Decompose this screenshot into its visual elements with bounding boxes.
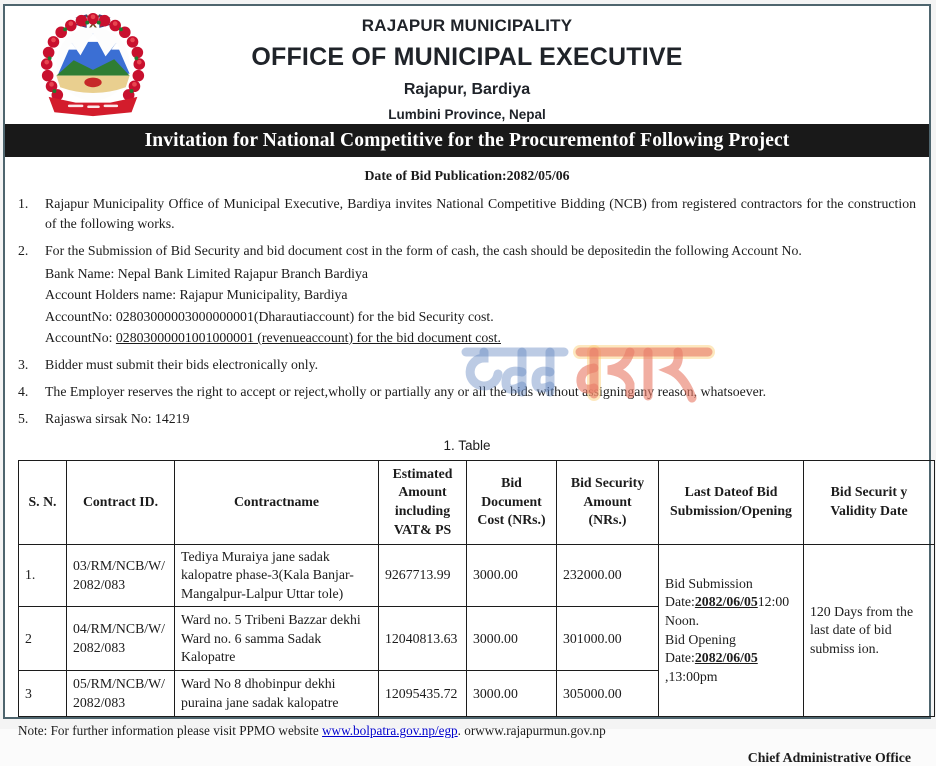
cell-contract-id: 03/RM/NCB/W/ 2082/083 xyxy=(67,544,175,607)
cell-bid-doc-cost: 3000.00 xyxy=(467,607,557,671)
list-item-1 xyxy=(18,194,916,235)
list-text: For the Submission of Bid Security and bid document cost in the form of cash, the cash should be depositedin the following Account No. xyxy=(45,243,802,259)
municipality-name: RAJAPUR MUNICIPALITY xyxy=(361,16,573,35)
date-label: Date: xyxy=(665,594,695,610)
col-header-last-date: Last Dateof Bid Submission/Opening xyxy=(659,460,804,544)
ppmo-website-link[interactable]: www.bolpatra.gov.np/egp xyxy=(322,723,458,739)
col-header-sn: S. N. xyxy=(19,460,67,544)
document-frame xyxy=(3,4,931,766)
list-item-2 xyxy=(18,241,916,262)
list-number: 5. xyxy=(18,410,29,426)
submission-date: 2082/06/05 xyxy=(694,594,758,610)
cell-contract-name: Tediya Muraiya jane sadak kalopatre phase-3(Kala Banjar-Mangalpur-Lalpur Uttar tole) xyxy=(175,544,379,607)
list-text: Rajapur Municipality Office of Municipal Executive, Bardiya invites National Competitive Bidding (NCB) from registered contractors for the construction of the following works. xyxy=(45,195,916,232)
cell-bid-security: 305000.00 xyxy=(557,671,659,717)
account-number-2-line xyxy=(45,327,916,348)
list-text: The Employer reserves the right to accept or reject,wholly or partially any or all the bids without assigningany reason, whatsoever. xyxy=(45,383,767,399)
submission-time: 12:00 xyxy=(757,594,790,610)
account-underlined: 02803000001001000001 (revenueaccount) for the bid document cost. xyxy=(115,329,501,345)
cell-contract-name: Ward No 8 dhobinpur dekhi puraina jane sadak kalopatre xyxy=(175,671,379,717)
cell-estimated-amount: 12040813.63 xyxy=(379,607,467,671)
col-header-bid-doc-cost: Bid Document Cost (NRs.) xyxy=(467,460,557,544)
invitation-banner xyxy=(5,124,929,157)
cell-estimated-amount: 9267713.99 xyxy=(379,544,467,607)
account-prefix: AccountNo: xyxy=(45,329,116,345)
account-holder-line: Account Holders name: Rajapur Municipality, Bardiya xyxy=(45,287,348,303)
bank-name-line: Bank Name: Nepal Bank Limited Rajapur Branch Bardiya xyxy=(45,265,368,281)
cell-contract-name: Ward no. 5 Tribeni Bazzar dekhi Ward no. 6 samma Sadak Kalopatre xyxy=(175,607,379,671)
cell-bid-security: 232000.00 xyxy=(557,544,659,607)
cell-contract-id: 04/RM/NCB/W/ 2082/083 xyxy=(67,607,175,671)
account-number-1-line: AccountNo: 02803000003000000001(Dharautiaccount) for the bid Security cost. xyxy=(45,308,494,324)
list-item-4 xyxy=(18,382,916,403)
cell-sn: 2 xyxy=(19,607,67,671)
note-prefix: Note: For further information please visit PPMO website xyxy=(18,723,323,739)
col-header-bid-security: Bid Security Amount (NRs.) xyxy=(557,460,659,544)
letterhead xyxy=(5,6,929,124)
list-number: 2. xyxy=(18,243,29,259)
col-header-estimated-amount: Estimated Amount including VAT& PS xyxy=(379,460,467,544)
date-label: Date: xyxy=(665,650,695,666)
list-text: Rajaswa sirsak No: 14219 xyxy=(45,410,190,426)
list-item-3 xyxy=(18,355,916,376)
table-caption: 1. Table xyxy=(443,438,491,454)
notice-body xyxy=(5,157,929,717)
office-name: OFFICE OF MUNICIPAL EXECUTIVE xyxy=(251,43,683,71)
col-header-validity: Bid Securit y Validity Date xyxy=(804,460,935,544)
list-text: Bidder must submit their bids electronically only. xyxy=(45,357,319,373)
submission-line xyxy=(665,649,797,668)
cell-submission-opening xyxy=(659,544,804,717)
submission-line: Bid Opening xyxy=(665,631,736,647)
cell-bid-doc-cost: 3000.00 xyxy=(467,671,557,717)
cell-bid-doc-cost: 3000.00 xyxy=(467,544,557,607)
nepal-government-emblem-icon xyxy=(35,12,151,120)
signature-line: Chief Administrative Office xyxy=(747,750,911,766)
cell-sn: 3 xyxy=(19,671,67,717)
invitation-banner-text: Invitation for National Competitive for the Procurementof Following Project xyxy=(144,129,790,151)
col-header-contract-name: Contractname xyxy=(175,460,379,544)
table-row xyxy=(19,544,935,607)
cell-contract-id: 05/RM/NCB/W/ 2082/083 xyxy=(67,671,175,717)
cell-sn: 1. xyxy=(19,544,67,607)
col-header-contract-id: Contract ID. xyxy=(67,460,175,544)
table-header-row xyxy=(19,460,935,544)
note-suffix: . orwww.rajapurmun.gov.np xyxy=(457,723,606,739)
list-number: 1. xyxy=(18,195,29,211)
province-line: Lumbini Province, Nepal xyxy=(388,107,546,122)
publication-date: Date of Bid Publication:2082/05/06 xyxy=(364,168,570,183)
footer-note xyxy=(18,723,929,739)
submission-line: Bid Submission xyxy=(665,575,753,591)
list-number: 3. xyxy=(18,357,29,373)
list-number: 4. xyxy=(18,383,29,399)
cell-validity: 120 Days from the last date of bid submiss ion. xyxy=(804,544,935,717)
submission-line: ,13:00pm xyxy=(665,668,718,684)
opening-date: 2082/06/05 xyxy=(694,650,758,666)
list-item-5 xyxy=(18,409,916,430)
cell-estimated-amount: 12095435.72 xyxy=(379,671,467,717)
cell-bid-security: 301000.00 xyxy=(557,607,659,671)
submission-line: Noon. xyxy=(665,612,700,628)
bid-table xyxy=(18,460,935,718)
submission-line xyxy=(665,593,797,612)
office-location: Rajapur, Bardiya xyxy=(403,81,531,98)
